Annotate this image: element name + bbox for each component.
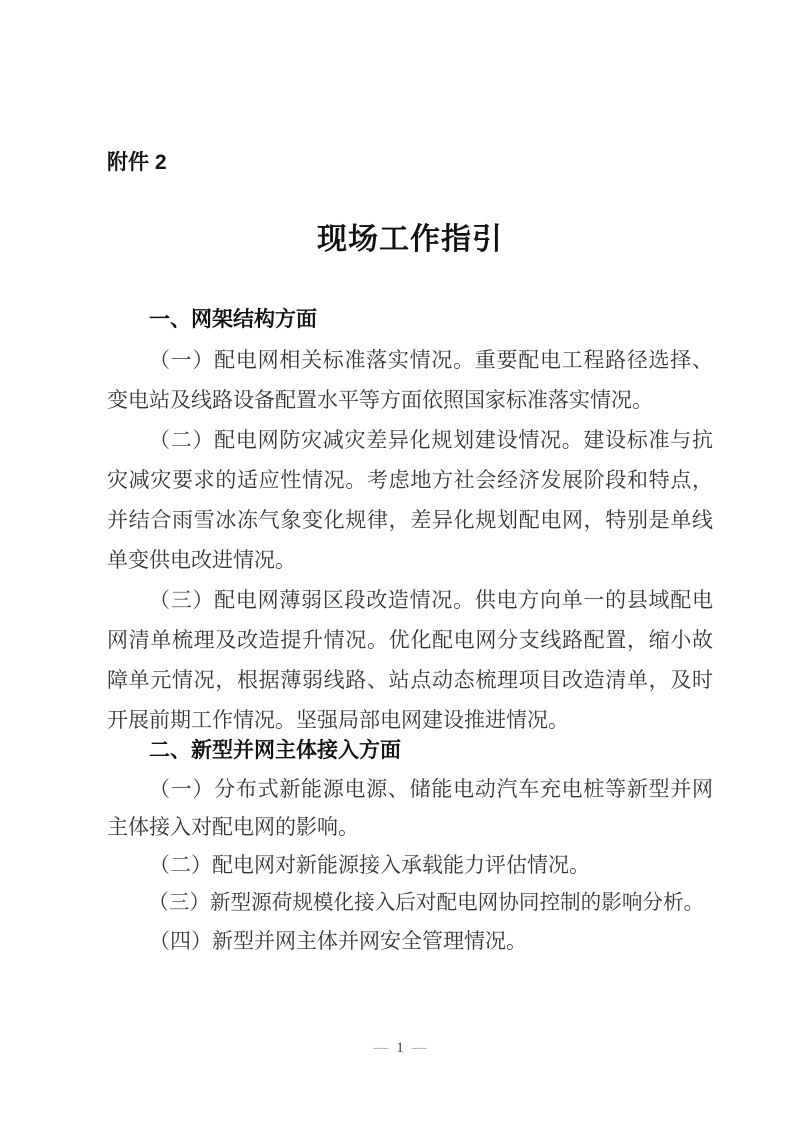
paragraph: （一）配电网相关标准落实情况。重要配电工程路径选择、变电站及线路设备配置水平等方面依照国家标准落实情况。 <box>107 348 713 412</box>
paragraph: （三）新型源荷规模化接入后对配电网协同控制的影响分析。 <box>148 892 705 914</box>
page-title: 现场工作指引 <box>317 223 503 256</box>
attachment-label: 附件 2 <box>107 151 167 174</box>
page-number-value: 1 <box>396 1040 404 1056</box>
section-heading-1: 一、网架结构方面 <box>149 308 317 331</box>
section-heading-2: 二、新型并网主体接入方面 <box>149 739 401 762</box>
page-number <box>0 1040 800 1057</box>
page-number-left-dash: — <box>373 1040 389 1056</box>
paragraph: （四）新型并网主体并网安全管理情况。 <box>149 929 527 953</box>
paragraph: （一）分布式新能源电源、储能电动汽车充电桩等新型并网主体接入对配电网的影响。 <box>107 777 713 839</box>
paragraph: （二）配电网对新能源接入承载能力评估情况。 <box>149 853 590 877</box>
paragraph: （二）配电网防灾减灾差异化规划建设情况。建设标准与抗灾减灾要求的适应性情况。考虑地方社会经济发展阶段和特点，并结合雨雪冰冻气象变化规律，差异化规划配电网，特别是单线单变供电改进情况。 <box>107 428 713 572</box>
paragraph: （三）配电网薄弱区段改造情况。供电方向单一的县域配电网清单梳理及改造提升情况。优化配电网分支线路配置，缩小故障单元情况，根据薄弱线路、站点动态梳理项目改造清单，及时开展前期工作情况。坚强局部电网建设推进情况。 <box>107 588 713 732</box>
page-number-right-dash: — <box>411 1040 427 1056</box>
